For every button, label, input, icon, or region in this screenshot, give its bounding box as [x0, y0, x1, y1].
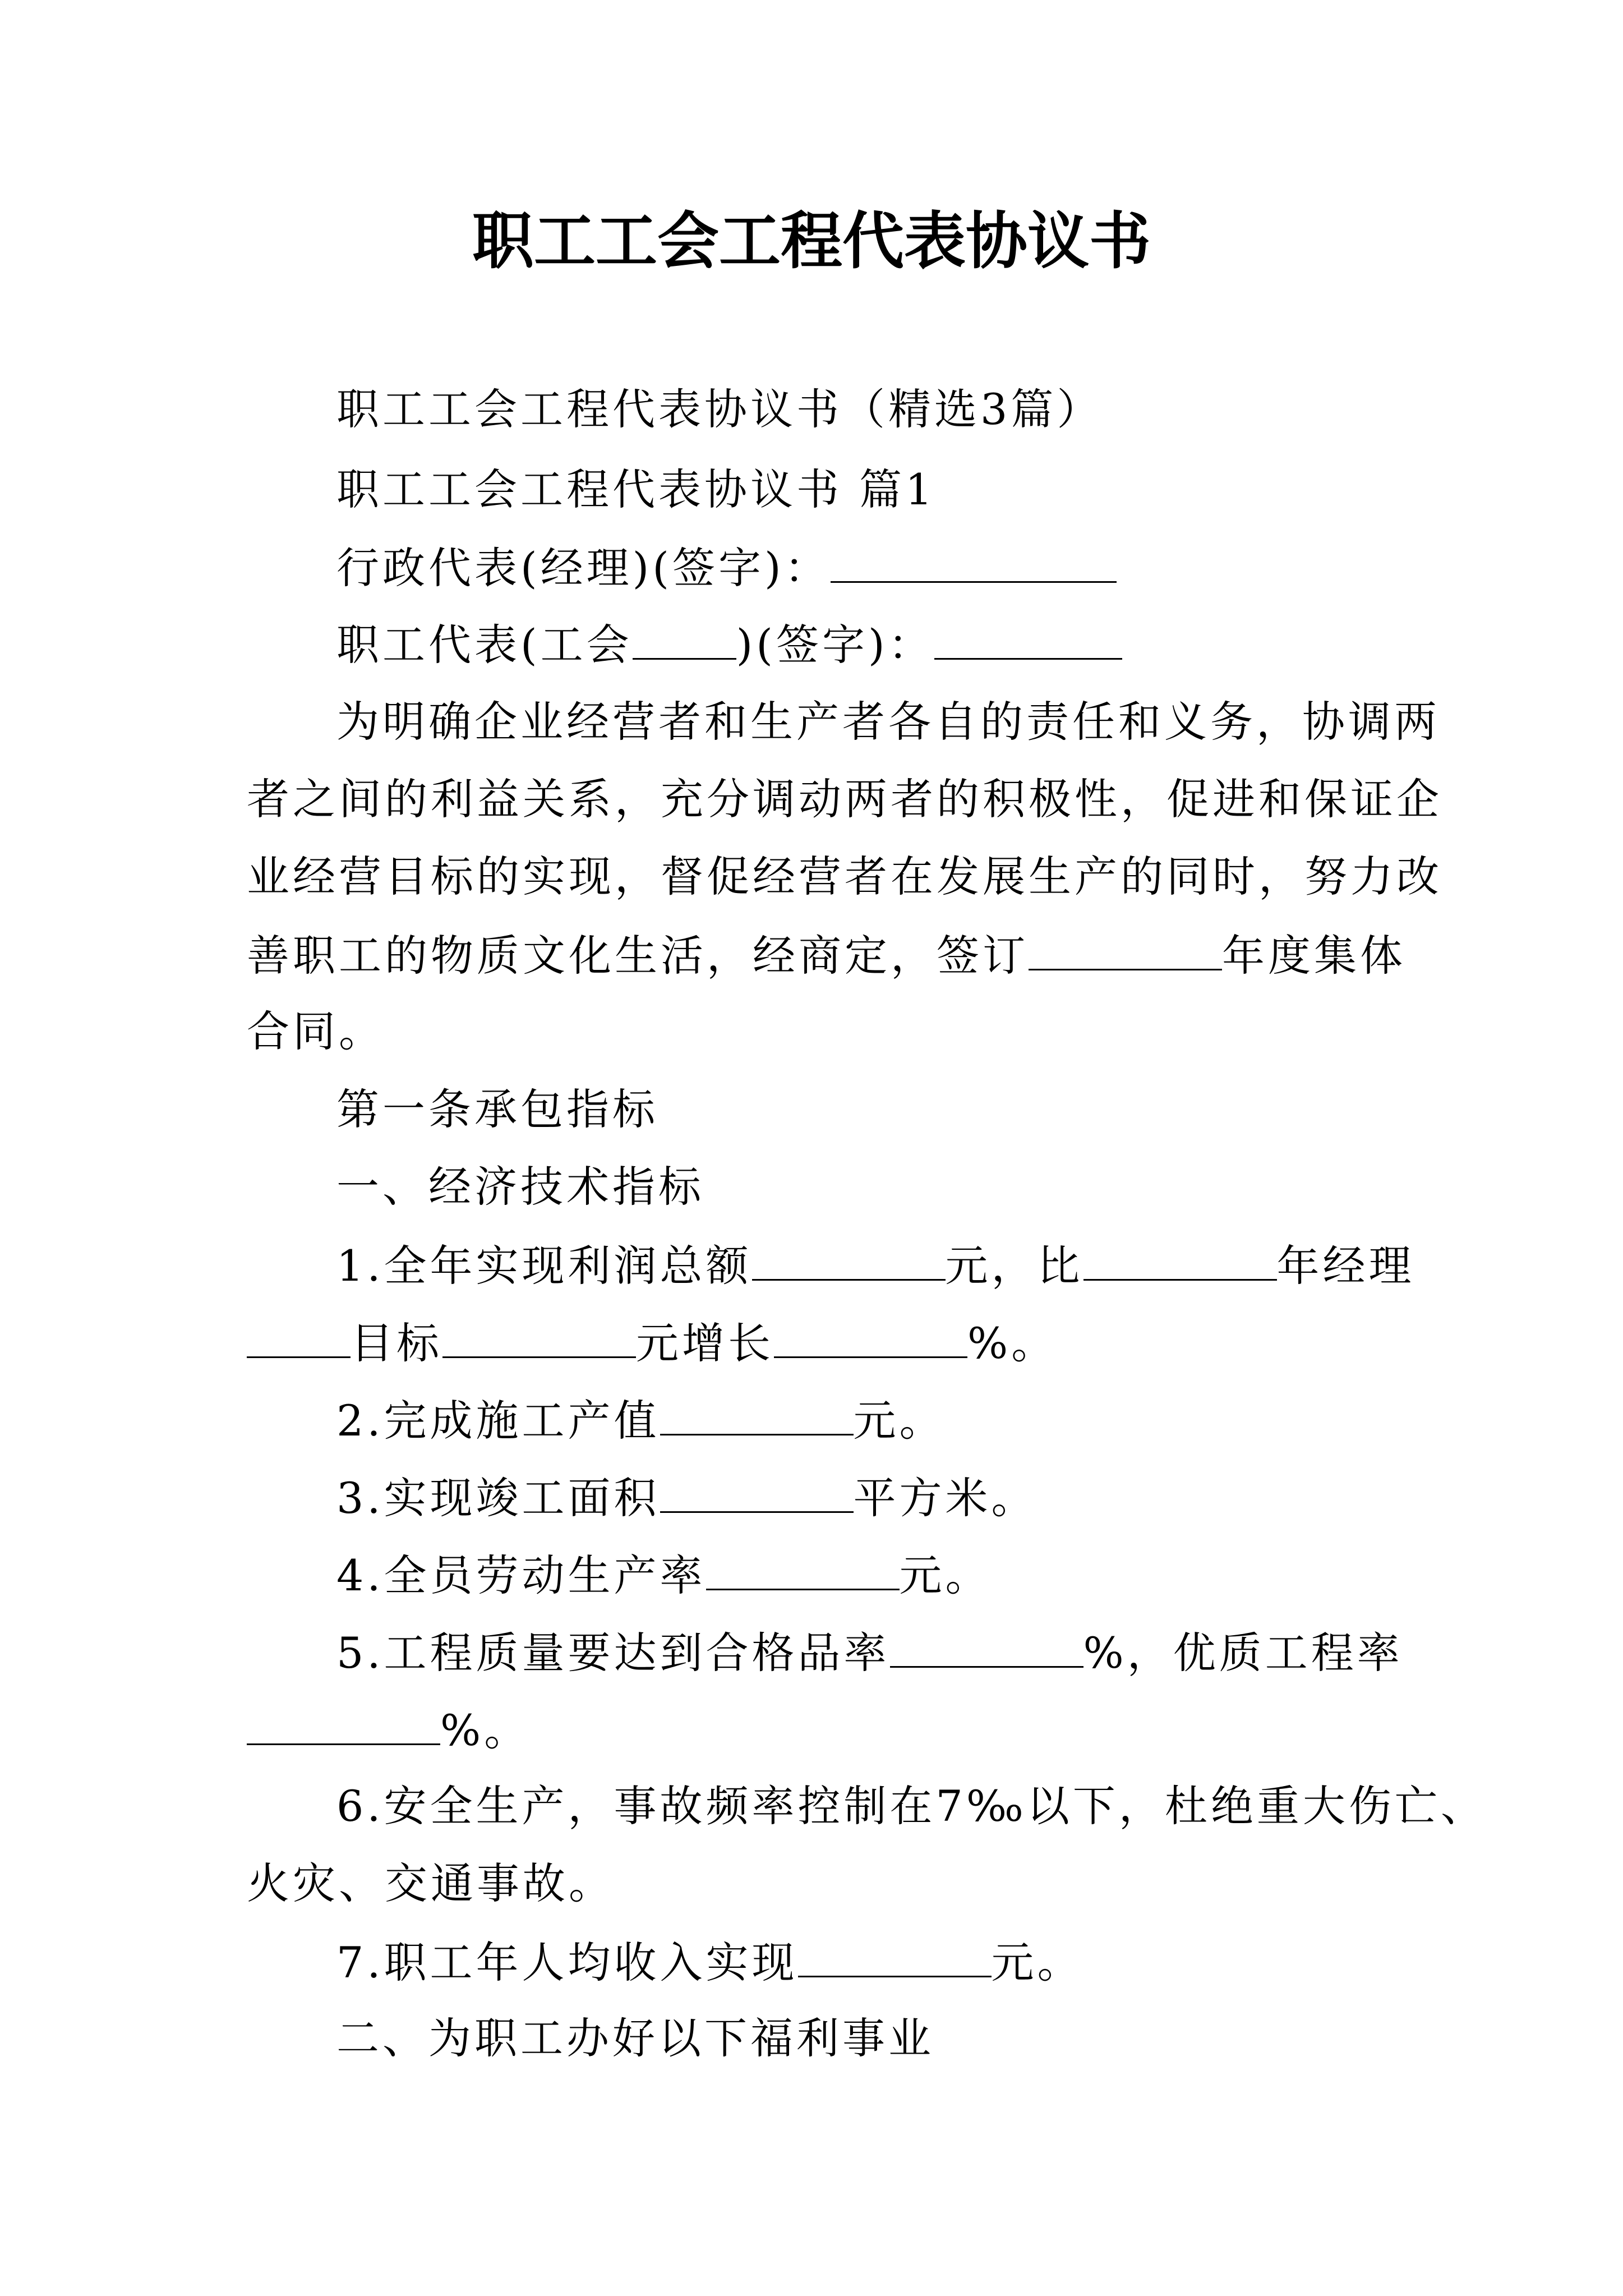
growth-percent-blank[interactable]: [774, 1314, 967, 1358]
part-2-heading: 二、为职工办好以下福利事业: [336, 2013, 934, 2063]
part-1-heading: 一、经济技术指标: [336, 1162, 704, 1212]
item-5-text-a: 5.工程质量要达到合格品率: [336, 1628, 890, 1678]
item-1-text-f: %。: [967, 1318, 1058, 1368]
item-1-text-a: 1.全年实现利润总额: [336, 1241, 752, 1291]
item-1-text-c: 年经理: [1276, 1241, 1415, 1291]
output-value-blank[interactable]: [660, 1391, 854, 1435]
item-6-line-1: 6.安全生产，事故频率控制在7‰以下，杜绝重大伤亡、: [336, 1781, 1487, 1831]
admin-signature-blank[interactable]: [831, 539, 1117, 583]
intro-line-3: 业经营目标的实现，督促经营者在发展生产的同时，努力改: [247, 852, 1442, 901]
item-1-line-2: [247, 1314, 1057, 1372]
contract-year-blank[interactable]: [1029, 926, 1222, 970]
target-amount-blank[interactable]: [442, 1314, 636, 1358]
item-7-text-b: 元。: [991, 1938, 1083, 1987]
item-1-text-e: 元增长: [636, 1318, 774, 1368]
admin-signature-label: 行政代表(经理)(签字)：: [336, 543, 831, 593]
item-1-text-b: 元，比: [945, 1241, 1083, 1291]
intro-line-2: 者之间的利益关系，充分调动两者的积极性，促进和保证企: [247, 774, 1442, 824]
item-2: [336, 1391, 946, 1449]
document-title: 职工工会工程代表协议书: [472, 205, 1151, 277]
compare-year-blank[interactable]: [1083, 1236, 1277, 1281]
staff-signature-label-a: 职工代表(工会: [336, 620, 633, 670]
staff-signature-label-b: )(签字)：: [736, 620, 934, 670]
intro-line-4: [247, 926, 1406, 984]
qualified-rate-blank[interactable]: [890, 1623, 1083, 1668]
staff-signature-line: [336, 615, 1122, 673]
item-5-line-1: [336, 1623, 1403, 1681]
item-4-text-b: 元。: [899, 1550, 992, 1600]
item-4-text-a: 4.全员劳动生产率: [336, 1550, 706, 1600]
item-5-text-c: %。: [440, 1705, 531, 1755]
article-1-heading: 第一条承包指标: [336, 1084, 658, 1134]
avg-income-blank[interactable]: [798, 1933, 992, 1977]
item-6-line-2: 火灾、交通事故。: [247, 1858, 615, 1908]
item-5-line-2: [247, 1701, 530, 1759]
item-1-text-d: 目标: [351, 1318, 442, 1368]
item-7-text-a: 7.职工年人均收入实现: [336, 1938, 798, 1987]
intro-line-1: 为明确企业经营者和生产者各自的责任和义务，协调两: [336, 697, 1440, 747]
item-3: [336, 1469, 1038, 1526]
admin-signature-line: [336, 539, 1117, 596]
item-2-text-a: 2.完成施工产值: [336, 1396, 660, 1446]
completed-area-blank[interactable]: [660, 1469, 854, 1513]
item-2-text-b: 元。: [853, 1396, 946, 1446]
item-5-text-b: %，优质工程率: [1083, 1628, 1403, 1678]
excellent-rate-blank[interactable]: [247, 1701, 440, 1745]
profit-total-blank[interactable]: [752, 1236, 946, 1281]
item-3-text-a: 3.实现竣工面积: [336, 1473, 660, 1523]
intro-line-4-text-b: 年度集体: [1222, 931, 1406, 981]
union-name-blank[interactable]: [633, 615, 736, 660]
manager-blank[interactable]: [247, 1314, 351, 1358]
productivity-blank[interactable]: [706, 1546, 900, 1590]
item-3-text-b: 平方米。: [853, 1473, 1038, 1523]
item-4: [336, 1546, 992, 1604]
item-1-line-1: [336, 1236, 1415, 1294]
item-7: [336, 1933, 1083, 1991]
intro-line-4-text-a: 善职工的物质文化生活，经商定，签订: [247, 931, 1029, 981]
section-heading: 职工工会工程代表协议书 篇1: [336, 464, 936, 514]
intro-line-5: 合同。: [247, 1006, 385, 1056]
subtitle: 职工工会工程代表协议书（精选3篇）: [336, 384, 1103, 434]
staff-signature-blank[interactable]: [934, 615, 1122, 660]
